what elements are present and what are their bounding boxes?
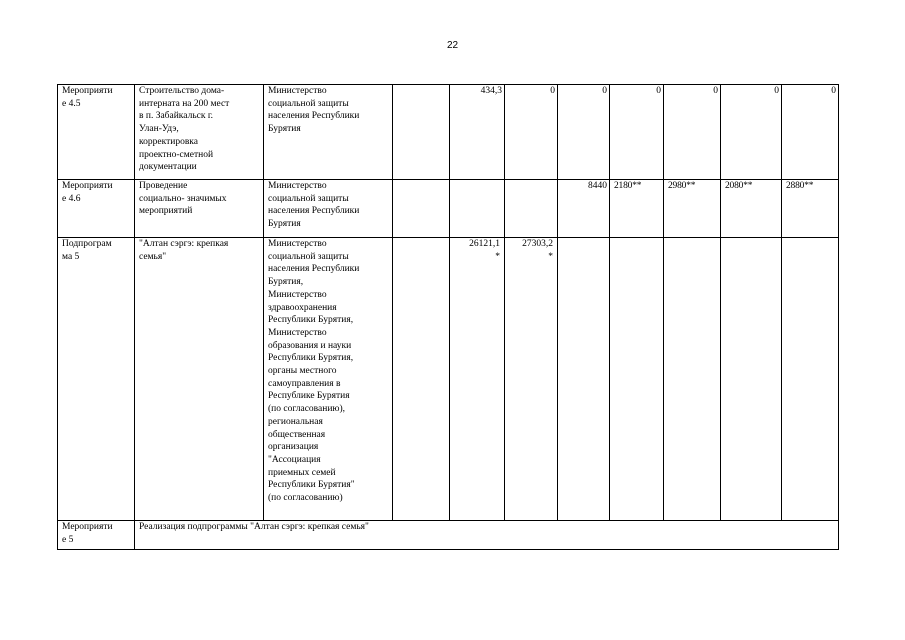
table-row xyxy=(58,521,839,550)
value-cell: 27303,2 * xyxy=(505,238,558,521)
value-cell: 2180** xyxy=(610,180,664,238)
value-cell: 2080** xyxy=(721,180,782,238)
value-cell: 0 xyxy=(610,85,664,180)
table-row xyxy=(58,85,839,180)
value-cell xyxy=(558,238,610,521)
value-cell xyxy=(721,238,782,521)
row-executor: Министерство социальной защиты населения Республики Бурятия xyxy=(264,180,393,238)
value-cell: 0 xyxy=(721,85,782,180)
row-code: Мероприяти е 4.5 xyxy=(58,85,135,180)
page-number: 22 xyxy=(446,40,459,51)
row-executor: Министерство социальной защиты населения Республики Бурятия xyxy=(264,85,393,180)
row-name: Строительство дома- интерната на 200 мест в п. Забайкальск г. Улан-Удэ, корректировка проектно-сметной документации xyxy=(135,85,264,180)
value-cell: 8440 xyxy=(558,180,610,238)
row-code: Мероприяти е 4.6 xyxy=(58,180,135,238)
value-cell: 434,3 xyxy=(450,85,505,180)
summary-text: Реализация подпрограммы "Алтан сэргэ: крепкая семья" xyxy=(135,521,839,550)
value-cell xyxy=(393,85,450,180)
value-cell xyxy=(610,238,664,521)
row-executor: Министерство социальной защиты населения Республики Бурятия, Министерство здравоохранения Республики Бурятия, Министерство образования и науки Республики Бурятия, органы местного самоуправления в Республике Бурятия (по согласованию), региональная общественная организация "Ассоциация приемных семей Республики Бурятия" (по согласованию) xyxy=(264,238,393,521)
value-cell xyxy=(505,180,558,238)
value-cell xyxy=(393,238,450,521)
value-cell: 0 xyxy=(505,85,558,180)
value-cell xyxy=(393,180,450,238)
value-cell xyxy=(664,238,721,521)
row-name: Проведение социально- значимых мероприятий xyxy=(135,180,264,238)
value-cell xyxy=(782,238,839,521)
value-cell: 0 xyxy=(558,85,610,180)
budget-table xyxy=(57,84,839,550)
row-name: "Алтан сэргэ: крепкая семья" xyxy=(135,238,264,521)
value-cell xyxy=(450,180,505,238)
value-cell: 0 xyxy=(664,85,721,180)
table-row xyxy=(58,238,839,521)
row-code: Мероприяти е 5 xyxy=(58,521,135,550)
value-cell: 0 xyxy=(782,85,839,180)
value-cell: 2980** xyxy=(664,180,721,238)
table-row xyxy=(58,180,839,238)
row-code: Подпрограм ма 5 xyxy=(58,238,135,521)
value-cell: 26121,1 * xyxy=(450,238,505,521)
value-cell: 2880** xyxy=(782,180,839,238)
